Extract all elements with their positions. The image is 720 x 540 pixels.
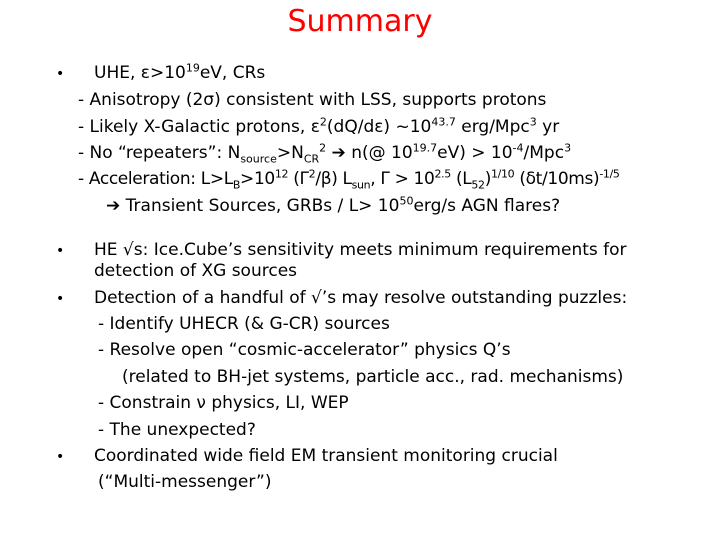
uhe-acceleration: - Acceleration: $L>L_B>10^{12}$ $(\Gamma^2/\beta)$ $L_{sun}$, $\Gamma > 10^{2.5}$ $(L_{52})^{1/10}$ $(\delta t/10ms)^{-1/5}$	[78, 167, 620, 192]
detect-unexpected: - The unexpected?	[98, 420, 256, 440]
uhe-heading: UHE, $\varepsilon>10^{19}eV$, CRs	[94, 61, 266, 83]
he-line-2: detection of XG sources	[94, 261, 298, 281]
bullet-uhe: •	[56, 66, 65, 82]
slide-title: Summary	[287, 4, 433, 39]
detect-identify: - Identify UHECR (& G-CR) sources	[98, 314, 390, 334]
bullet-detection: •	[56, 291, 65, 307]
bullet-he: •	[56, 243, 65, 259]
detect-constrain: - Constrain ν physics, LI, WEP	[98, 393, 349, 413]
he-line-1: HE √s: Ice.Cube’s sensitivity meets minimum requirements for	[94, 240, 627, 260]
uhe-repeaters: - No “repeaters”: $N_{source}>N_{CR}^2$ ➔ n(@ $10^{19.7}eV) > 10^{-4}/Mpc^3$	[78, 141, 572, 166]
coord-line-2: (“Multi-messenger”)	[98, 472, 272, 492]
uhe-anisotropy: - Anisotropy (2σ) consistent with LSS, supports protons	[78, 90, 547, 110]
coord-line-1: Coordinated wide field EM transient monitoring crucial	[94, 446, 558, 466]
detect-related: (related to BH-jet systems, particle acc., rad. mechanisms)	[122, 367, 624, 387]
detect-resolve: - Resolve open “cosmic-accelerator” physics Q’s	[98, 340, 511, 360]
uhe-xgalactic: - Likely X-Galactic protons, $\varepsilon^2(dQ/d\varepsilon)$ $\sim 10^{43.7}$ erg/Mpc$^3$ yr	[78, 115, 560, 137]
detect-line-1: Detection of a handful of √’s may resolve outstanding puzzles:	[94, 288, 628, 308]
uhe-transient: ➔ Transient Sources, GRBs / $L> 10^{50}erg/s$ AGN flares?	[106, 194, 561, 216]
bullet-coordinated: •	[56, 449, 65, 465]
